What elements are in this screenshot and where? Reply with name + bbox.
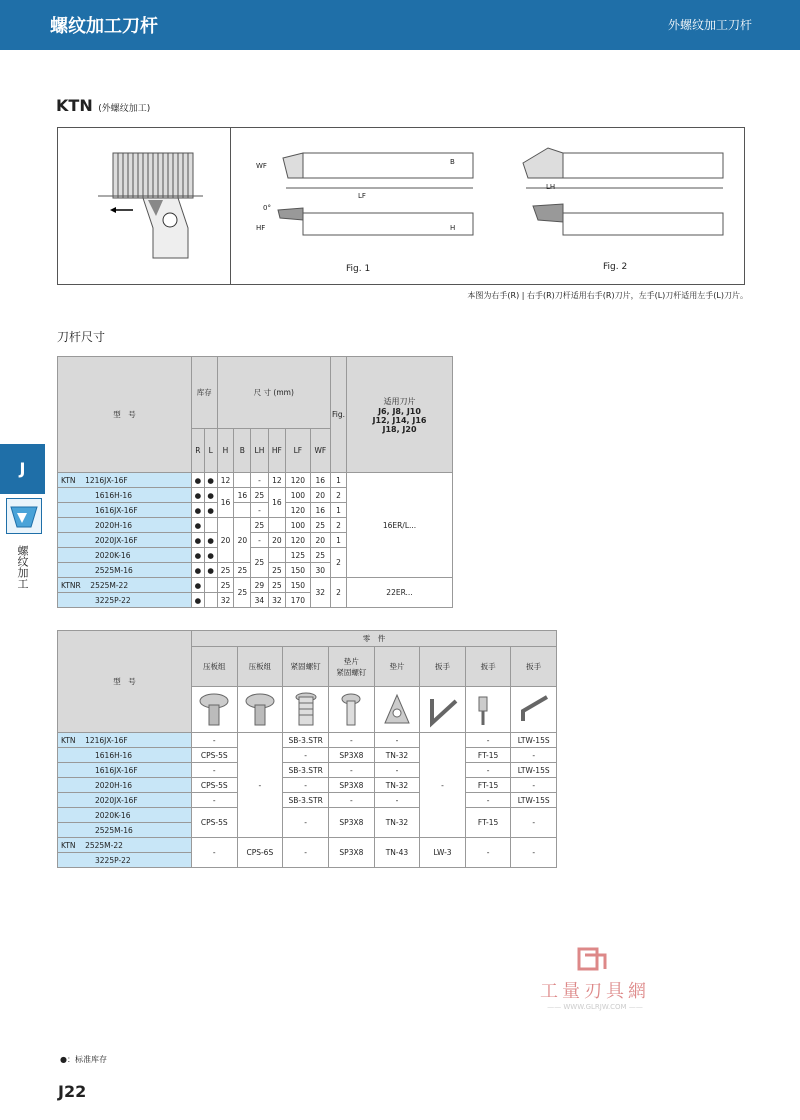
wf-cell: 16 [310,503,330,518]
model-cell: 2525M-16 [58,823,192,838]
r-cell: ● [192,533,205,548]
hf-cell: 25 [268,578,286,593]
side-label: 螺纹加工 [16,545,29,589]
b-label: B [450,158,455,166]
parts-model-header: 型 号 [58,631,192,733]
table-row [58,748,557,763]
wf-cell: 20 [310,533,330,548]
part-col-6: 扳手 [420,647,466,687]
fig-cell: 2 [331,548,347,578]
figure-divider [230,128,231,284]
watermark [540,945,650,1011]
table-row [58,793,557,808]
r-cell: ● [192,473,205,488]
col-lf: LF [286,429,311,473]
part-cell: - [374,763,420,778]
insert-cell: 22ER... [347,578,453,608]
lf-cell: 170 [286,593,311,608]
fig-header: Fig. [331,357,347,473]
r-cell: ● [192,563,205,578]
lh-cell: 34 [251,593,268,608]
fig2-label: Fig. 2 [603,262,628,272]
hex-wrench-icon [420,687,466,733]
part-col-5: 垫片 [374,647,420,687]
part-col-8: 扳手 [511,647,557,687]
part-cell: LTW-15S [511,763,557,778]
part-cell: - [283,808,329,838]
part-cell: - [329,793,375,808]
table-row [58,763,557,778]
table-row [58,778,557,793]
section-title [56,96,150,115]
col-l: L [204,429,217,473]
r-cell: ● [192,488,205,503]
wf-cell: 30 [310,563,330,578]
part-cell: - [192,838,238,868]
model-cell: KTN 2525M-22 [58,838,192,853]
figure-box [57,127,745,285]
part-cell: LW-3 [420,838,466,868]
part-cell: CPS-5S [192,748,238,763]
part-cell: - [511,808,557,838]
holder-dimensions-table [57,356,453,608]
b-cell: 25 [234,578,251,608]
model-cell: KTN 1216JX-16F [58,733,192,748]
table-row [58,578,453,593]
shim-screw-icon [329,687,375,733]
model-header: 型 号 [58,357,192,473]
fig-cell: 2 [331,518,347,533]
part-cell: - [329,733,375,748]
model-cell: 1616H-16 [58,488,192,503]
hf-cell: 25 [268,563,286,578]
part-cell: - [283,748,329,763]
col-hf: HF [268,429,286,473]
stock-header: 库存 [192,357,218,429]
part-cell: SB-3.STR [283,733,329,748]
footer-note: ●：标准库存 [60,1055,107,1064]
model-cell: 2020H-16 [58,518,192,533]
lh-cell: - [251,533,268,548]
screw-icon [283,687,329,733]
fig2-drawing [508,138,738,258]
model-cell: 1616JX-16F [58,763,192,778]
lf-cell: 120 [286,533,311,548]
part-cell: CPS-6S [237,838,283,868]
hf-label: HF [256,224,266,232]
h-cell: 25 [217,563,234,578]
fig1-label: Fig. 1 [346,264,371,274]
part-cell: TN-32 [374,778,420,793]
fig1-drawing [258,138,488,258]
hf-cell [268,548,286,563]
l-cell: ● [204,533,217,548]
col-r: R [192,429,205,473]
parts-table [57,630,557,868]
lh-cell: 29 [251,578,268,593]
part-col-3: 紧固螺钉 [283,647,329,687]
table-row [58,838,557,853]
part-cell: LTW-15S [511,733,557,748]
l-cell [204,578,217,593]
wf-cell: 32 [310,578,330,608]
shim-icon [374,687,420,733]
watermark-logo-icon [575,945,615,973]
part-col-2: 压板组 [237,647,283,687]
part-cell: FT-15 [465,808,511,838]
part-cell: CPS-5S [192,778,238,793]
l-cell: ● [204,563,217,578]
l-cell: ● [204,548,217,563]
part-col-1: 压板组 [192,647,238,687]
part-cell: SP3X8 [329,808,375,838]
wf-cell: 25 [310,548,330,563]
lf-cell: 120 [286,503,311,518]
l-cell: ● [204,473,217,488]
r-cell: ● [192,548,205,563]
table1-title: 刀杆尺寸 [57,330,106,344]
part-cell: - [283,778,329,793]
part-cell: TN-32 [374,808,420,838]
part-cell: - [465,838,511,868]
part-cell: SP3X8 [329,778,375,793]
insert-list-1: J6, J8, J10 [378,406,421,416]
table-row [58,733,557,748]
part-cell: - [329,763,375,778]
part-col-7: 扳手 [465,647,511,687]
r-cell: ● [192,593,205,608]
part-cell: - [511,748,557,763]
part-cell: SB-3.STR [283,793,329,808]
part-cell: - [192,763,238,778]
hand-note: 本图为右手(R) | 右手(R)刀杆适用右手(R)刀片，左手(L)刀杆适用左手(L)刀片。 [467,291,748,300]
part-cell: - [283,838,329,868]
part-cell: - [374,733,420,748]
col-b: B [234,429,251,473]
h-cell: 16 [217,488,234,518]
hf-cell: 16 [268,488,286,518]
model-cell: 1616H-16 [58,748,192,763]
b-cell: 20 [234,518,251,563]
part-col-4: 垫片 紧固螺钉 [329,647,375,687]
l-cell: ● [204,503,217,518]
lf-cell: 100 [286,518,311,533]
insert-header [347,357,453,473]
hf-cell: 12 [268,473,286,488]
table-row [58,808,557,823]
fig-cell: 2 [331,488,347,503]
t-wrench-icon [465,687,511,733]
part-cell: LTW-15S [511,793,557,808]
insert-cell: 16ER/L... [347,473,453,578]
part-cell: TN-43 [374,838,420,868]
l-cell [204,593,217,608]
h-cell: 32 [217,593,234,608]
model-cell: 3225P-22 [58,853,192,868]
model-cell: 2020H-16 [58,778,192,793]
part-cell: FT-15 [465,778,511,793]
model-cell: 2020JX-16F [58,793,192,808]
part-cell: FT-15 [465,748,511,763]
header-category: 外螺纹加工刀杆 [667,18,752,32]
b-cell: 25 [234,563,251,578]
l-cell: ● [204,488,217,503]
part-cell: - [465,763,511,778]
dims-header: 尺 寸 (mm) [217,357,330,429]
watermark-url: —— WWW.GLRJW.COM —— [547,1003,643,1011]
watermark-text: 工量刃具網 [540,981,650,1002]
insert-list-2: J12, J14, J16 [372,415,427,425]
col-wf: WF [310,429,330,473]
part-cell: - [420,733,466,838]
part-cell: CPS-5S [192,808,238,838]
col-lh: LH [251,429,268,473]
b-cell [234,503,251,518]
lh-label: LH [546,183,556,191]
insert-header-title: 适用刀片 [383,396,416,406]
model-cell: 2020K-16 [58,808,192,823]
clamp-icon [237,687,283,733]
fig-cell: 1 [331,533,347,548]
l-wrench-icon [511,687,557,733]
model-cell: KTNR 2525M-22 [58,578,192,593]
col-h: H [217,429,234,473]
lh-cell: 25 [251,488,268,503]
b-cell: 16 [234,488,251,503]
part-cell: - [511,838,557,868]
lf-cell: 125 [286,548,311,563]
h-cell: 20 [217,518,234,563]
hf-cell [268,518,286,533]
angle-label: 0° [263,204,271,212]
wf-cell: 25 [310,518,330,533]
parts-header: 零 件 [192,631,557,647]
clamp-icon [192,687,238,733]
model-cell: 2020K-16 [58,548,192,563]
product-code: KTN [56,96,93,115]
lh-cell: 25 [251,548,268,578]
model-cell: 1616JX-16F [58,503,192,518]
r-cell: ● [192,503,205,518]
wf-cell: 16 [310,473,330,488]
wf-label: WF [256,162,267,170]
lf-cell: 100 [286,488,311,503]
part-cell: SP3X8 [329,838,375,868]
part-cell: - [192,733,238,748]
h-label: H [450,224,456,232]
fig-cell: 2 [331,578,347,608]
lh-cell: - [251,503,268,518]
h-cell: 12 [217,473,234,488]
r-cell: ● [192,518,205,533]
threading-icon [6,498,42,534]
fig-cell: 1 [331,503,347,518]
model-cell: 3225P-22 [58,593,192,608]
lf-cell: 120 [286,473,311,488]
wf-cell: 20 [310,488,330,503]
h-cell: 25 [217,578,234,593]
lf-cell: 150 [286,563,311,578]
lf-cell: 150 [286,578,311,593]
page-number: J22 [58,1082,87,1101]
lh-cell: - [251,473,268,488]
l-cell [204,518,217,533]
part-cell: - [237,733,283,838]
page-header [0,0,800,50]
hf-cell: 32 [268,593,286,608]
part-cell: - [511,778,557,793]
part-cell: - [374,793,420,808]
hf-cell: 20 [268,533,286,548]
insert-list-3: J18, J20 [382,424,417,434]
product-subtitle: (外螺纹加工) [98,104,151,114]
header-title: 螺纹加工刀杆 [50,16,158,37]
lh-cell: 25 [251,518,268,533]
part-cell: - [465,793,511,808]
model-cell: KTN 1216JX-16F [58,473,192,488]
section-tab[interactable]: J [0,444,45,494]
threading-diagram [58,128,230,284]
lf-label: LF [358,192,366,200]
fig-cell: 1 [331,473,347,488]
table-row [58,473,453,488]
b-cell [234,473,251,488]
part-cell: - [465,733,511,748]
part-cell: SP3X8 [329,748,375,763]
part-cell: SB-3.STR [283,763,329,778]
part-cell: - [192,793,238,808]
model-cell: 2020JX-16F [58,533,192,548]
part-cell: TN-32 [374,748,420,763]
model-cell: 2525M-16 [58,563,192,578]
r-cell: ● [192,578,205,593]
